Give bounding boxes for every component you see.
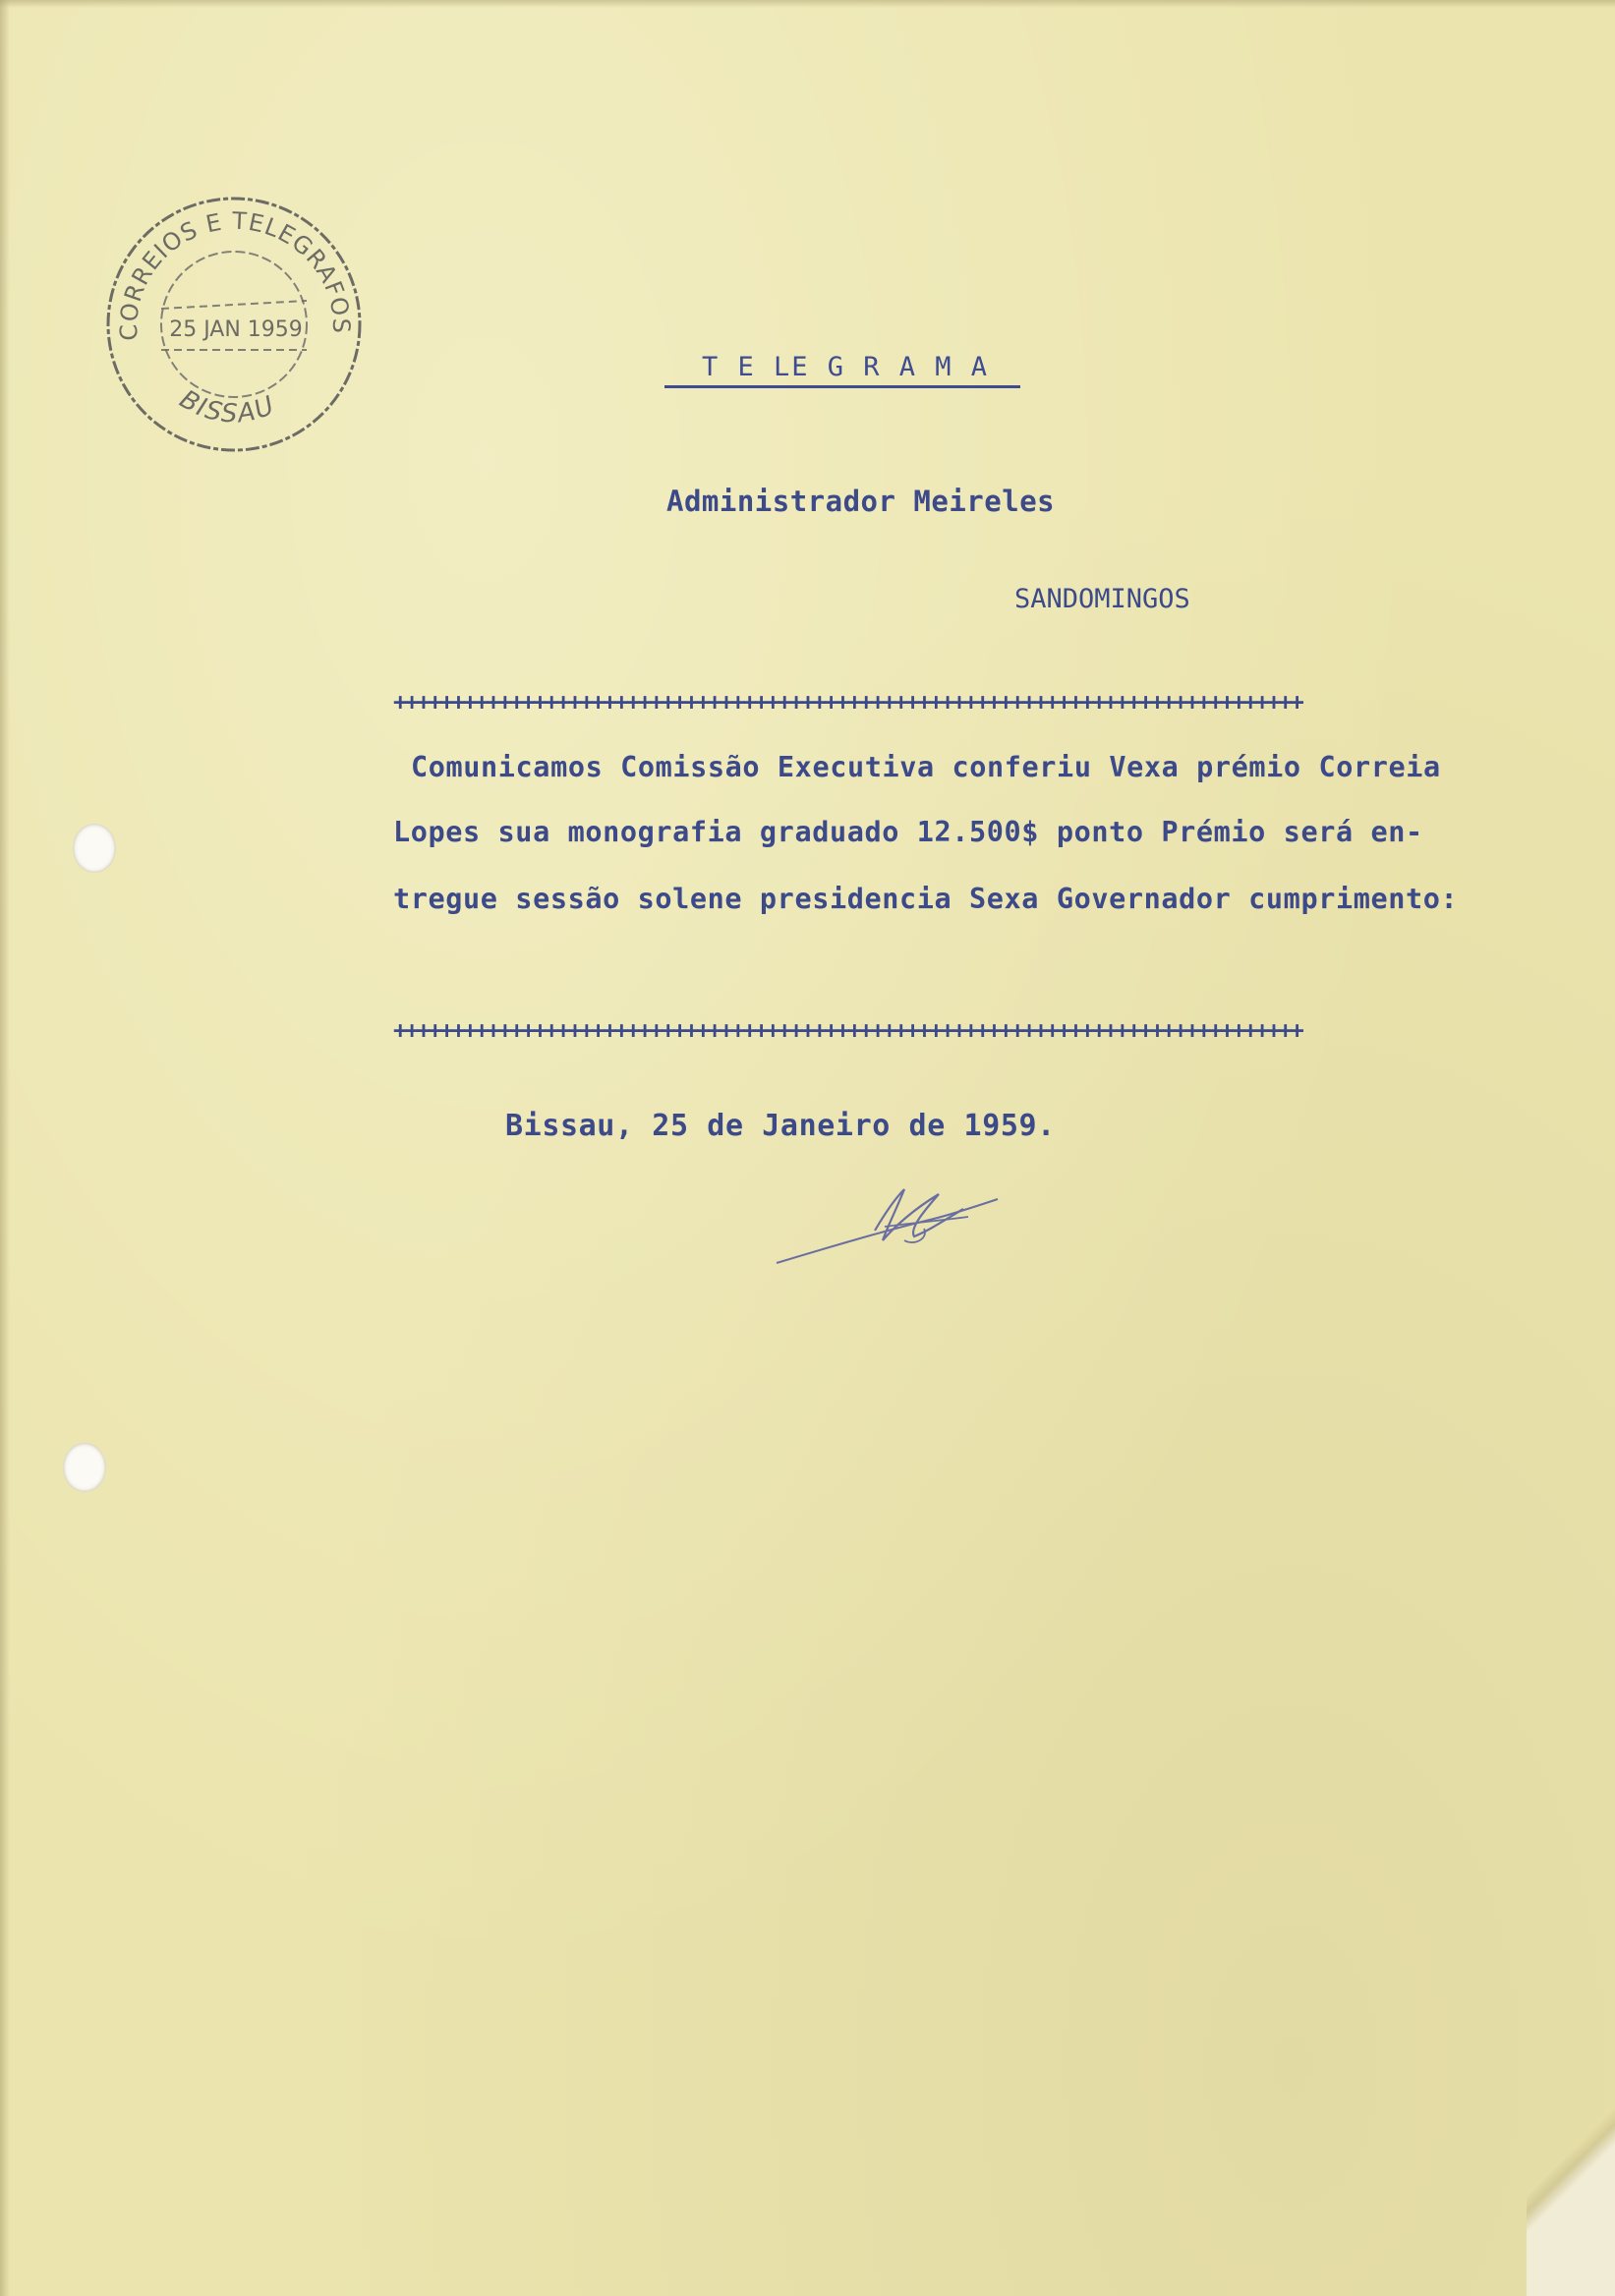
postmark-stamp-graphic	[98, 193, 364, 458]
message-line-1: Comunicamos Comissão Executiva conferiu Vexa prémio Correia	[411, 751, 1441, 783]
separator-top: ++++++++++++++++++++++++++++++++++++++++++++++++++++++++++++++++++++++++++++++	[393, 688, 1302, 716]
paper-edge-top	[0, 0, 1615, 8]
destination-place: SANDOMINGOS	[1014, 584, 1190, 614]
paper-edge-left	[0, 0, 10, 2296]
handwritten-signature	[767, 1170, 1012, 1278]
signature-graphic	[767, 1170, 1012, 1278]
stamp-date: 25 JAN 1959	[169, 317, 303, 342]
postmark-stamp	[98, 193, 364, 458]
punch-hole-lower	[63, 1443, 106, 1492]
recipient-name: Administrador Meireles	[666, 485, 1056, 518]
date-line: Bissau, 25 de Janeiro de 1959.	[505, 1109, 1056, 1143]
paper-corner-fold	[1527, 2040, 1615, 2296]
message-line-3: tregue sessão solene presidencia Sexa Governador cumprimento:	[393, 883, 1459, 915]
stamp-bottom-text: BISSAU	[174, 384, 281, 430]
stamp-outer-text: CORREIOS E TELEGRAFOS	[114, 206, 356, 342]
punch-hole-upper	[73, 824, 116, 873]
title-underline	[664, 385, 1020, 388]
separator-bottom: ++++++++++++++++++++++++++++++++++++++++++++++++++++++++++++++++++++++++++++++	[393, 1016, 1302, 1044]
telegram-title: T E LE G R A M A	[701, 352, 990, 382]
message-line-2: Lopes sua monografia graduado 12.500$ ponto Prémio será en-	[393, 816, 1423, 848]
